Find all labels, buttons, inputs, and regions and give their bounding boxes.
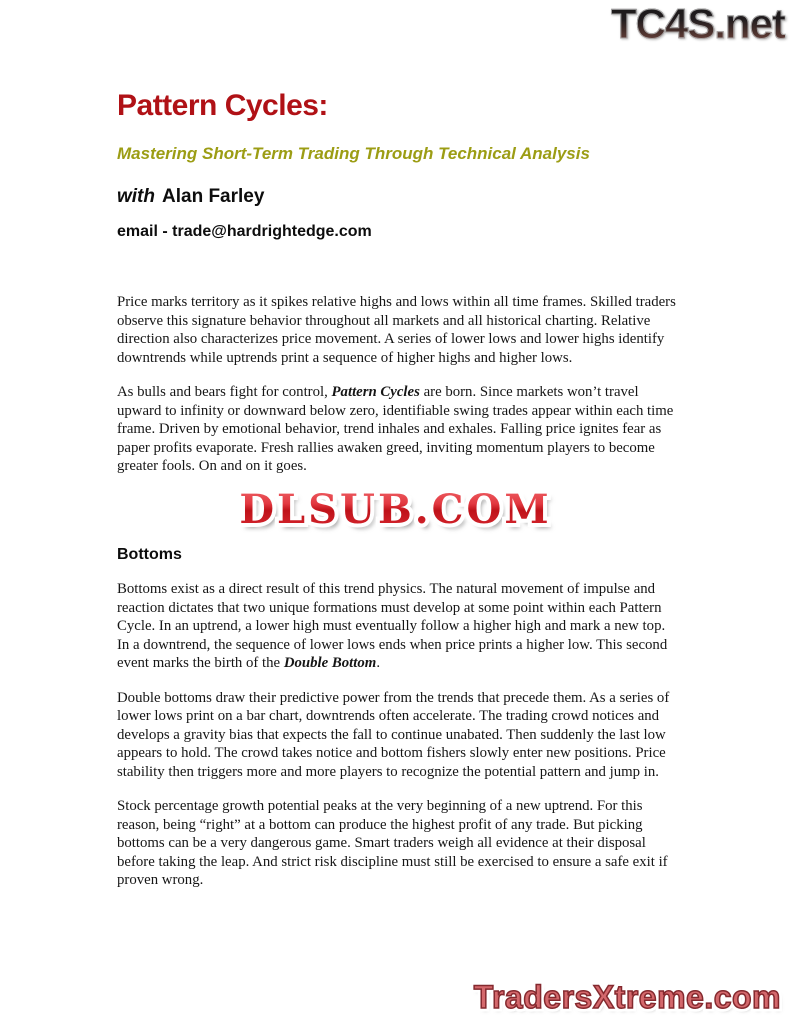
dlsub-watermark-logo bbox=[239, 486, 551, 534]
article-subtitle: Mastering Short-Term Trading Through Technical Analysis bbox=[117, 144, 590, 163]
contact-email: email - trade@hardrightedge.com bbox=[117, 223, 372, 240]
byline-prefix: with bbox=[117, 186, 155, 207]
author-name: Alan Farley bbox=[162, 186, 265, 207]
tc4s-watermark-logo bbox=[611, 0, 785, 48]
tradersxtreme-watermark-logo bbox=[474, 978, 781, 1016]
byline bbox=[117, 184, 264, 210]
emphasis: Pattern Cycles bbox=[331, 384, 420, 400]
tc4s-logo-text: TC4S.net bbox=[610, 0, 785, 47]
article-title: Pattern Cycles: bbox=[117, 89, 328, 122]
article-body-bottoms bbox=[117, 580, 679, 906]
tradersxtreme-logo-text: TradersXtreme.com bbox=[473, 979, 781, 1015]
paragraph: Double bottoms draw their predictive power from the trends that precede them. As a series of lower lows print on a bar chart, downtrends often accelerate. The trading crowd notices and develops a gravity bias that expects the fall to continue unabated. Then suddenly the last low appears to hold. The crowd takes notice and bottom fishers slowly enter new positions. Price stability then triggers more and more players to recognize the potential pattern and jump in. bbox=[117, 689, 670, 780]
paragraph: Bottoms exist as a direct result of this trend physics. The natural movement of impulse and reaction dictates that two unique formations must develop at some point within each Pattern Cycle. In an uptrend, a lower high must eventually follow a higher high and mark a new top. In a downtrend, the sequence of lower lows ends when price prints a higher low. This second event marks the birth of the Double Bottom. bbox=[117, 581, 668, 671]
paragraph: As bulls and bears fight for control, Pattern Cycles are born. Since markets won’t travel upward to infinity or downward below zero, identifiable swing trades appear within each time frame. Driven by emotional behavior, trend inhales and exhales. Falling price ignites fear as paper profits evaporate. Fresh rallies awaken greed, inviting momentum players to become greater fools. On and on it goes. bbox=[117, 384, 674, 474]
dlsub-logo-text: DLSUB.COM bbox=[239, 486, 552, 533]
section-heading-bottoms: Bottoms bbox=[117, 546, 182, 563]
article-body-intro bbox=[117, 293, 679, 492]
emphasis: Double Bottom bbox=[283, 655, 377, 671]
paragraph: Price marks territory as it spikes relative highs and lows within all time frames. Skilled traders observe this signature behavior throughout all markets and all historical charting. Relative direction also characterizes price movement. A series of lower lows and lower highs identify downtrends while uptrends print a sequence of higher highs and higher lows. bbox=[117, 294, 676, 366]
tradersxtreme-watermark-container bbox=[474, 978, 781, 1016]
dlsub-watermark-container bbox=[0, 486, 791, 534]
paragraph: Stock percentage growth potential peaks at the very beginning of a new uptrend. For this reason, being “right” at a bottom can produce the highest profit of any trade. But picking bottoms can be a very dangerous game. Smart traders weigh all evidence at their disposal before taking the leap. And strict risk discipline must still be exercised to ensure a safe exit if proven wrong. bbox=[117, 798, 668, 888]
